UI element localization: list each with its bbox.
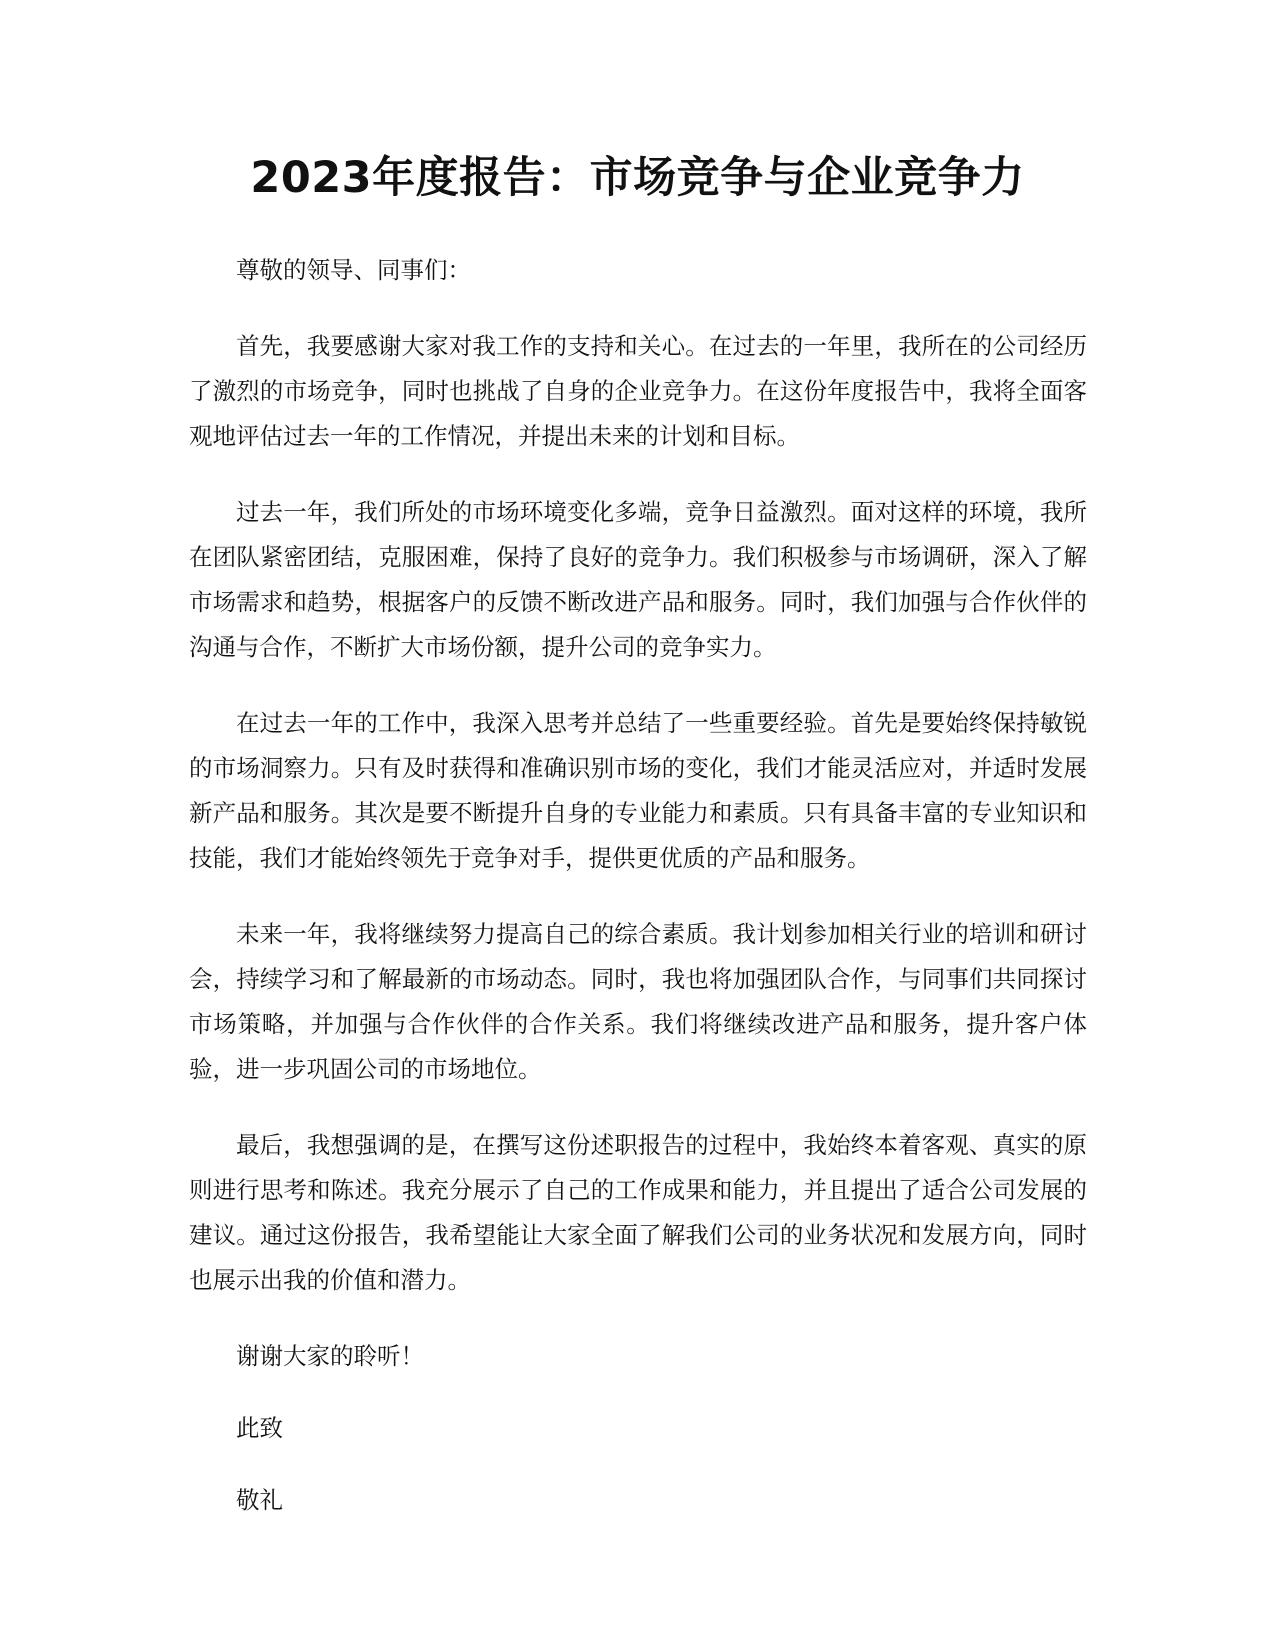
paragraph: 在过去一年的工作中，我深入思考并总结了一些重要经验。首先是要始终保持敏锐的市场洞察力。只有及时获得和准确识别市场的变化，我们才能灵活应对，并适时发展新产品和服务。其次是要不断提升自身的专业能力和素质。只有具备丰富的专业知识和技能，我们才能始终领先于竞争对手，提供更优质的产品和服务。: [189, 709, 1087, 872]
thanks-line: 谢谢大家的聆听！: [236, 1342, 424, 1370]
paragraph: 首先，我要感谢大家对我工作的支持和关心。在过去的一年里，我所在的公司经历了激烈的市场竞争，同时也挑战了自身的企业竞争力。在这份年度报告中，我将全面客观地评估过去一年的工作情况，并提出未来的计划和目标。: [189, 332, 1087, 450]
paragraph: 未来一年，我将继续努力提高自己的综合素质。我计划参加相关行业的培训和研讨会，持续学习和了解最新的市场动态。同时，我也将加强团队合作，与同事们共同探讨市场策略，并加强与合作伙伴的合作关系。我们将继续改进产品和服务，提升客户体验，进一步巩固公司的市场地位。: [189, 920, 1087, 1083]
paragraph: 最后，我想强调的是，在撰写这份述职报告的过程中，我始终本着客观、真实的原则进行思考和陈述。我充分展示了自己的工作成果和能力，并且提出了适合公司发展的建议。通过这份报告，我希望能让大家全面了解我们公司的业务状况和发展方向，同时也展示出我的价值和潜力。: [189, 1131, 1087, 1294]
salutation: 尊敬的领导、同事们：: [236, 256, 471, 284]
paragraph: 过去一年，我们所处的市场环境变化多端，竞争日益激烈。面对这样的环境，我所在团队紧密团结，克服困难，保持了良好的竞争力。我们积极参与市场调研，深入了解市场需求和趋势，根据客户的反馈不断改进产品和服务。同时，我们加强与合作伙伴的沟通与合作，不断扩大市场份额，提升公司的竞争实力。: [189, 498, 1087, 661]
document-body: [189, 248, 1087, 1550]
closing-line: 此致: [236, 1414, 283, 1442]
closing-line: 敬礼: [236, 1486, 283, 1514]
document-title: 2023年度报告：市场竞争与企业竞争力: [250, 153, 1025, 203]
